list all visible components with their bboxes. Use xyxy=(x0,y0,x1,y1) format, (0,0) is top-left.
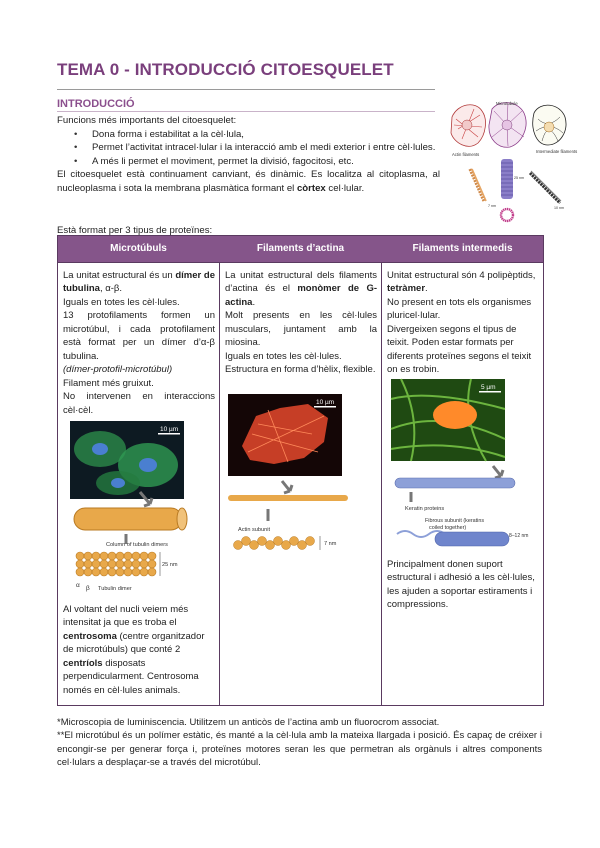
diagram-label-7nm: 7 nm xyxy=(324,541,337,547)
intermediate-diagram xyxy=(391,466,541,554)
diagram-label-fibrous-2: coiled together) xyxy=(429,525,467,531)
functions-list xyxy=(57,128,440,169)
micrograph-scale-label: 10 µm xyxy=(316,399,335,406)
diagram-label-beta: β xyxy=(86,585,90,592)
microtubule-diagram xyxy=(66,484,206,594)
table-header-row xyxy=(58,236,543,262)
diagram-label-alpha: α xyxy=(76,582,80,589)
column-divider xyxy=(381,262,382,705)
figure-scale-25: 25 nm xyxy=(514,176,524,180)
intermediate-micrograph xyxy=(391,379,505,461)
intermedis-bottom-text: Principalment donen suport estructural i adhesió a les cèl·lules, les ajuden a soportar estiraments i compressions. xyxy=(387,559,535,611)
intro-block xyxy=(57,114,440,196)
actin-diagram xyxy=(228,481,378,561)
intermedis-cell: Unitat estructural són 4 polipèptids, tetràmer. No present en tots els organismes pluricel·lular. Divergeixen segons el tipus de teixit. Poden estar formats per diferents proteïnes segons el teixit on es trobin. xyxy=(387,270,536,376)
page-title: TEMA 0 - INTRODUCCIÓ CITOESQUELET xyxy=(57,60,394,79)
footnotes xyxy=(57,716,542,770)
types-line: Està format per 3 tipus de proteïnes: xyxy=(57,225,213,236)
header-divider xyxy=(58,262,543,263)
microtubule-cylinder-icon xyxy=(501,159,513,221)
header-intermedis: Filaments intermedis xyxy=(412,243,513,254)
actina-cell: La unitat estructural dels filaments d’actina és el monòmer de G-actina. Molt presents en les cèl·lules musculars, juntament amb la miosina. Iguals en totes les cèl·lules. Estructura en forma d’hèlix, flexible. xyxy=(225,270,377,376)
diagram-label-25nm: 25 nm xyxy=(162,562,178,568)
figure-label-microtubule: Microtubule xyxy=(496,101,518,106)
cytoskeleton-overview-figure xyxy=(448,99,578,227)
figure-scale-10: 10 nm xyxy=(554,206,564,210)
intro-lead: Funcions més importants del citoesquelet: xyxy=(57,115,237,126)
diagram-label-8-12nm: 8–12 nm xyxy=(509,533,529,539)
actin-micrograph xyxy=(228,394,342,476)
title-divider xyxy=(57,89,435,90)
intermediate-rope-icon xyxy=(530,171,561,203)
figure-scale-7: 7 nm xyxy=(488,204,496,208)
footnote-2: **El microtúbul és un polímer estàtic, és manté a la cèl·lula amb la mateixa llargada i posició. És capaç de créixer i encongir-se per generar força i, proteïnes motores seran les que permetran als orgànuls i altres components cel·lulars a desplaçar-se a través del microtúbul. xyxy=(57,730,542,769)
micrograph-scale-label: 5 µm xyxy=(481,384,496,391)
diagram-label-fibrous-1: Fibrous subunit (keratins xyxy=(425,518,485,524)
microtubuls-cell: La unitat estructural és un dímer de tubulina, α-β. Iguals en totes les cèl·lules. 13 protofilaments formen un microtúbul, i cada protofilament està format per un dímer d’α-β tubulina. (dímer-protofil-microtúbul) Filament més gruixut. No intervenen en interaccions cèl·cèl. xyxy=(63,270,215,416)
actin-helix-icon xyxy=(470,169,486,201)
figure-label-intermediate: Intermediate filaments xyxy=(536,149,578,154)
list-item: • Permet l’activitat intracel·lular i la interacció amb el medi exterior i entre cèl·lules. xyxy=(74,141,440,155)
section-heading: INTRODUCCIÓ xyxy=(57,98,135,110)
diagram-label-dimers: Column of tubulin dimers xyxy=(106,542,168,548)
header-actina: Filaments d’actina xyxy=(256,243,345,254)
diagram-label-actin-subunit: Actin subunit xyxy=(238,527,271,533)
microtubuls-bottom-text: Al voltant del nucli veiem més intensitat ja que es troba el centrosoma (centre organitzador de microtúbuls) que conté 2 centríols disposats perpendicularment. Centrosoma només en cèl·lules animals. xyxy=(63,604,205,696)
section-divider xyxy=(57,111,435,112)
figure-label-actin: Actin filaments xyxy=(452,152,480,157)
protein-types-table xyxy=(57,235,544,706)
diagram-label-keratin: Keratin proteins xyxy=(405,506,445,512)
intro-paragraph: El citoesquelet està continuament canviant, és dinàmic. Es localitza al citoplasma, al nucleoplasma i sota la membrana plasmàtica formant el còrtex cel·lular. xyxy=(57,169,440,195)
micrograph-scale-label: 10 µm xyxy=(160,426,179,433)
header-microtubuls: Microtúbuls xyxy=(110,243,167,254)
diagram-label-tubulin-dimer: Tubulin dimer xyxy=(98,586,132,592)
list-item: • Dona forma i estabilitat a la cèl·lula, xyxy=(74,128,440,142)
column-divider xyxy=(219,262,220,705)
footnote-1: *Microscopia de luminiscencia. Utilitzem un anticòs de l’actina amb un fluorocrom associat. xyxy=(57,717,440,728)
list-item: • A més li permet el moviment, permet la divisió, fagocitosi, etc. xyxy=(74,155,440,169)
